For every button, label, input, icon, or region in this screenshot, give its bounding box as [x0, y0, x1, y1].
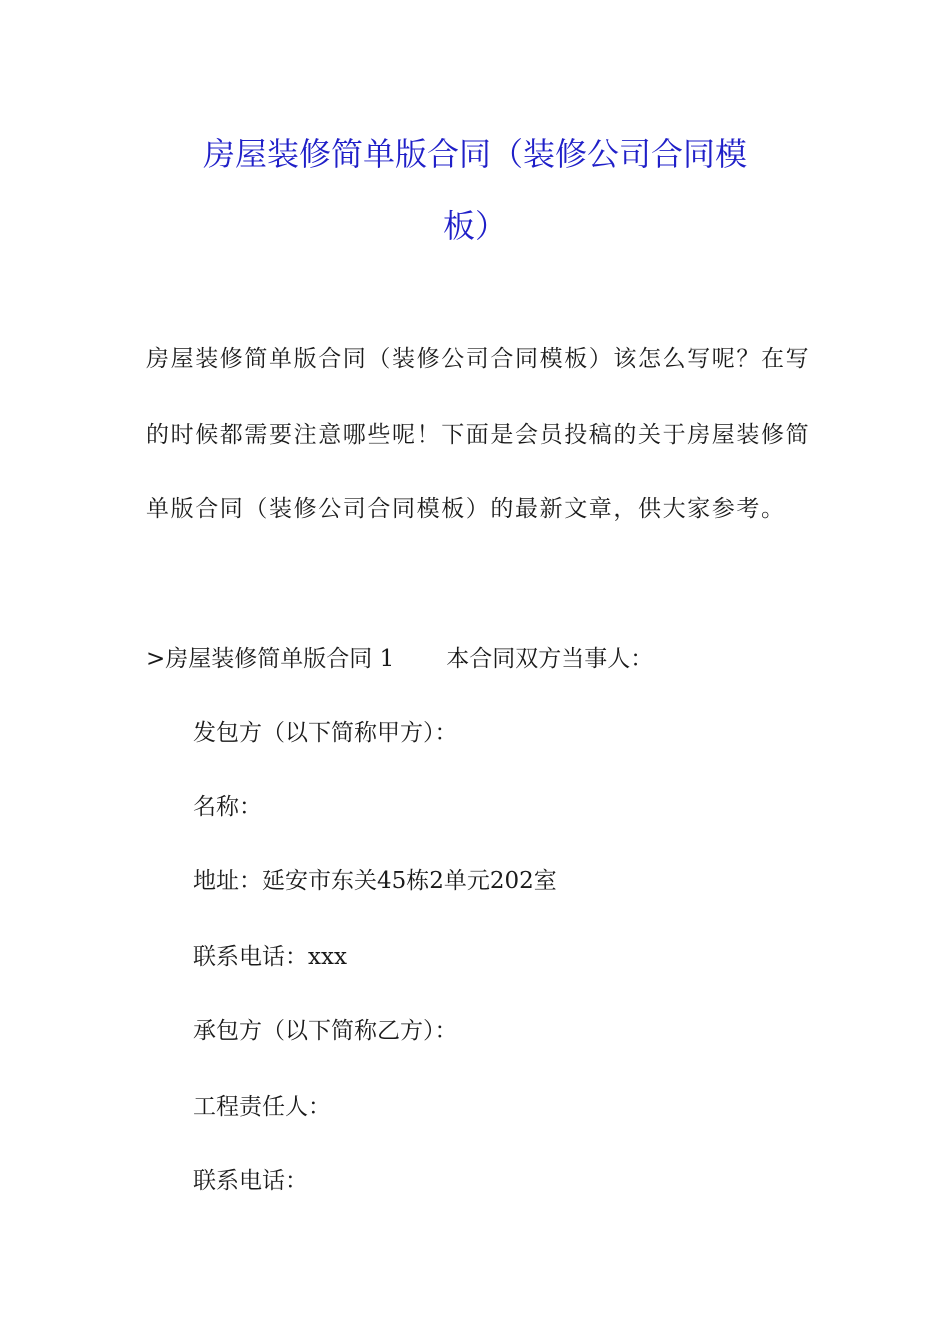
field-contractor: 承包方（以下简称乙方）： [193, 1018, 458, 1044]
field-address: 地址：延安市东关45栋2单元202室 [193, 868, 557, 894]
document-title-line-1: 房屋装修简单版合同（装修公司合同模 [202, 135, 747, 173]
intro-line-1: 房屋装修简单版合同（装修公司合同模板）该怎么写呢？在写 [146, 346, 811, 372]
field-employer: 发包方（以下简称甲方）： [193, 720, 458, 746]
field-phone-employer: 联系电话：xxx [193, 944, 347, 970]
field-project-manager: 工程责任人： [193, 1094, 331, 1120]
section-heading-row [146, 644, 653, 674]
section-subheading: 本合同双方当事人： [446, 646, 654, 672]
field-phone-contractor: 联系电话： [193, 1168, 308, 1194]
section-heading: >房屋装修简单版合同 1 [146, 646, 395, 672]
document-title-line-2: 板） [442, 207, 507, 245]
field-name: 名称： [193, 794, 262, 820]
intro-line-3: 单版合同（装修公司合同模板）的最新文章，供大家参考。 [146, 496, 786, 522]
intro-line-2: 的时候都需要注意哪些呢！下面是会员投稿的关于房屋装修简 [146, 422, 811, 448]
